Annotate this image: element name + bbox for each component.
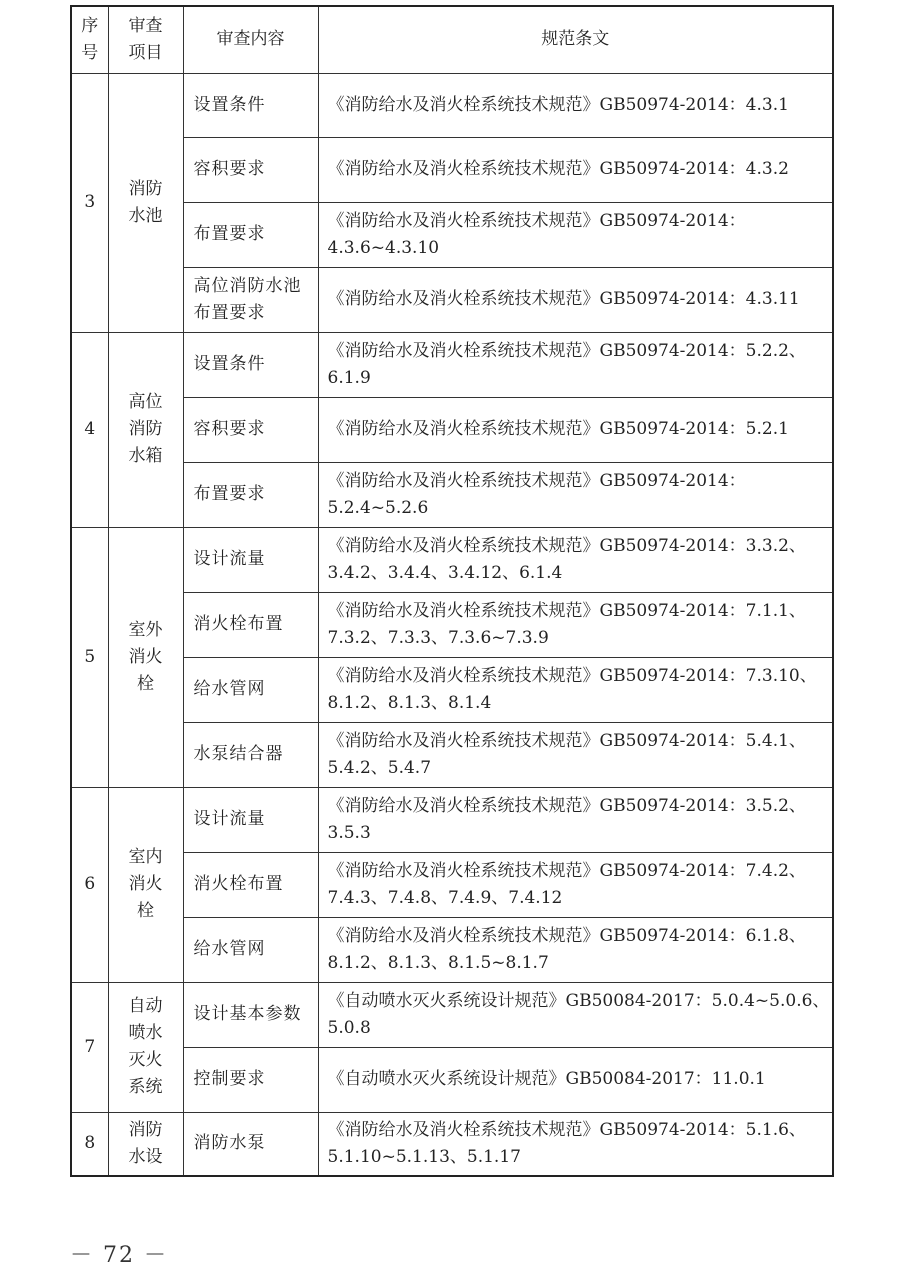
table-row [71, 592, 833, 657]
review-content: 布置要求 [183, 462, 318, 527]
spec-clause-line: 《消防给水及消火栓系统技术规范》GB50974-2014：7.4.2、 [327, 860, 806, 881]
header-item [108, 6, 183, 73]
review-content: 消火栓布置 [183, 592, 318, 657]
review-content: 布置要求 [183, 202, 318, 267]
row-number: 5 [71, 527, 108, 787]
spec-clause [318, 202, 833, 267]
spec-clause-line: 《消防给水及消火栓系统技术规范》GB50974-2014：3.3.2、 [327, 535, 806, 556]
spec-clause-line: 8.1.2、8.1.3、8.1.4 [327, 692, 492, 713]
review-item-line: 喷水 [128, 1023, 163, 1043]
review-item-line: 水设 [128, 1146, 163, 1167]
review-item-line: 高位 [128, 392, 163, 412]
review-content: 消防水泵 [183, 1112, 318, 1176]
table-row [71, 202, 833, 267]
review-table [70, 5, 834, 1177]
spec-clause [318, 397, 833, 462]
spec-clause-line: 《消防给水及消火栓系统技术规范》GB50974-2014：4.3.11 [327, 289, 800, 309]
review-content: 设计基本参数 [183, 982, 318, 1047]
review-item-line: 室内 [128, 847, 163, 867]
table-body [71, 73, 833, 1176]
review-content: 容积要求 [183, 137, 318, 202]
review-content: 设计流量 [183, 787, 318, 852]
table-row [71, 462, 833, 527]
review-content: 消火栓布置 [183, 852, 318, 917]
review-item-line: 水箱 [128, 446, 163, 466]
spec-clause-line: 《消防给水及消火栓系统技术规范》GB50974-2014：5.2.2、 [327, 340, 806, 361]
review-content: 设置条件 [183, 73, 318, 137]
table-row [71, 527, 833, 592]
spec-clause-line: 6.1.9 [327, 367, 371, 388]
review-item [108, 527, 183, 787]
review-item-line: 水池 [128, 205, 163, 226]
review-item [108, 332, 183, 527]
spec-clause [318, 787, 833, 852]
review-item-line: 自动 [128, 996, 163, 1016]
review-content: 设置条件 [183, 332, 318, 397]
spec-clause-line: 《消防给水及消火栓系统技术规范》GB50974-2014：3.5.2、 [327, 795, 806, 816]
row-number: 8 [71, 1112, 108, 1176]
header-spec: 规范条文 [318, 6, 833, 73]
spec-clause-line: 《消防给水及消火栓系统技术规范》GB50974-2014：5.4.1、 [327, 730, 806, 751]
spec-clause [318, 73, 833, 137]
row-number: 7 [71, 982, 108, 1112]
header-no-line: 号 [81, 42, 99, 63]
spec-clause [318, 1047, 833, 1112]
spec-clause [318, 332, 833, 397]
row-number: 6 [71, 787, 108, 982]
table-row [71, 1047, 833, 1112]
header-content: 审查内容 [183, 6, 318, 73]
page-number: － 72 － [70, 1243, 168, 1268]
review-content: 水泵结合器 [183, 722, 318, 787]
review-item-line: 消防 [128, 1119, 163, 1140]
table-row [71, 982, 833, 1047]
review-content: 高位消防水池布置要求 [183, 267, 318, 332]
review-content: 给水管网 [183, 917, 318, 982]
review-item-line: 消火 [128, 646, 163, 667]
spec-clause-line: 3.5.3 [327, 822, 371, 843]
review-item-line: 消防 [128, 419, 163, 439]
header-item-line: 审查 [128, 15, 163, 36]
review-item-line: 室外 [128, 619, 163, 640]
table-row [71, 137, 833, 202]
spec-clause [318, 917, 833, 982]
spec-clause-line: 《消防给水及消火栓系统技术规范》GB50974-2014：7.3.10、 [327, 665, 817, 686]
table-row [71, 73, 833, 137]
review-item [108, 787, 183, 982]
review-item-line: 栓 [137, 901, 154, 921]
review-item [108, 1112, 183, 1176]
spec-clause-line: 《消防给水及消火栓系统技术规范》GB50974-2014：5.1.6、 [327, 1119, 806, 1140]
header-item-line: 项目 [128, 42, 163, 63]
table-row [71, 917, 833, 982]
spec-clause-line: 3.4.2、3.4.4、3.4.12、6.1.4 [327, 562, 563, 583]
review-content: 容积要求 [183, 397, 318, 462]
spec-clause [318, 722, 833, 787]
table-row [71, 852, 833, 917]
row-number: 3 [71, 73, 108, 332]
table-row [71, 1112, 833, 1176]
spec-clause-line: 5.4.2、5.4.7 [327, 757, 432, 778]
spec-clause [318, 657, 833, 722]
spec-clause [318, 267, 833, 332]
review-item [108, 982, 183, 1112]
review-item-line: 系统 [128, 1077, 163, 1097]
table-row [71, 267, 833, 332]
spec-clause [318, 592, 833, 657]
review-item [108, 73, 183, 332]
spec-clause-line: 5.0.8 [327, 1017, 371, 1038]
review-content: 设计流量 [183, 527, 318, 592]
table-row [71, 787, 833, 852]
table-row [71, 722, 833, 787]
table-row [71, 397, 833, 462]
spec-clause-line: 《消防给水及消火栓系统技术规范》GB50974-2014： [327, 470, 746, 491]
spec-clause-line: 《消防给水及消火栓系统技术规范》GB50974-2014：7.1.1、 [327, 600, 806, 621]
spec-clause-line: 《消防给水及消火栓系统技术规范》GB50974-2014：6.1.8、 [327, 925, 806, 946]
row-number: 4 [71, 332, 108, 527]
spec-clause [318, 852, 833, 917]
spec-clause-line: 8.1.2、8.1.3、8.1.5~8.1.7 [327, 952, 549, 973]
spec-clause-line: 《消防给水及消火栓系统技术规范》GB50974-2014：4.3.1 [327, 94, 789, 115]
table-header-row [71, 6, 833, 73]
spec-clause [318, 137, 833, 202]
review-item-line: 栓 [137, 673, 154, 694]
spec-clause-line: 5.1.10~5.1.13、5.1.17 [327, 1146, 521, 1167]
header-no-line: 序 [81, 15, 99, 36]
header-no [71, 6, 108, 73]
spec-clause-line: 《消防给水及消火栓系统技术规范》GB50974-2014：5.2.1 [327, 419, 789, 439]
review-item-line: 消防 [128, 178, 163, 199]
spec-clause [318, 982, 833, 1047]
review-item-line: 消火 [128, 874, 163, 894]
spec-clause [318, 462, 833, 527]
spec-clause-line: 《消防给水及消火栓系统技术规范》GB50974-2014： [327, 210, 746, 231]
spec-clause-line: 4.3.6~4.3.10 [327, 237, 440, 258]
spec-clause-line: 《消防给水及消火栓系统技术规范》GB50974-2014：4.3.2 [327, 159, 789, 179]
spec-clause-line: 7.4.3、7.4.8、7.4.9、7.4.12 [327, 887, 563, 908]
review-content: 控制要求 [183, 1047, 318, 1112]
spec-clause-line: 《自动喷水灭火系统设计规范》GB50084-2017：11.0.1 [327, 1069, 766, 1089]
spec-clause-line: 5.2.4~5.2.6 [327, 497, 429, 518]
review-item-line: 灭火 [128, 1050, 163, 1070]
spec-clause [318, 1112, 833, 1176]
table-row [71, 657, 833, 722]
review-content: 给水管网 [183, 657, 318, 722]
spec-clause-line: 《自动喷水灭火系统设计规范》GB50084-2017：5.0.4~5.0.6、 [327, 990, 830, 1011]
spec-clause [318, 527, 833, 592]
spec-clause-line: 7.3.2、7.3.3、7.3.6~7.3.9 [327, 627, 549, 648]
table-row [71, 332, 833, 397]
